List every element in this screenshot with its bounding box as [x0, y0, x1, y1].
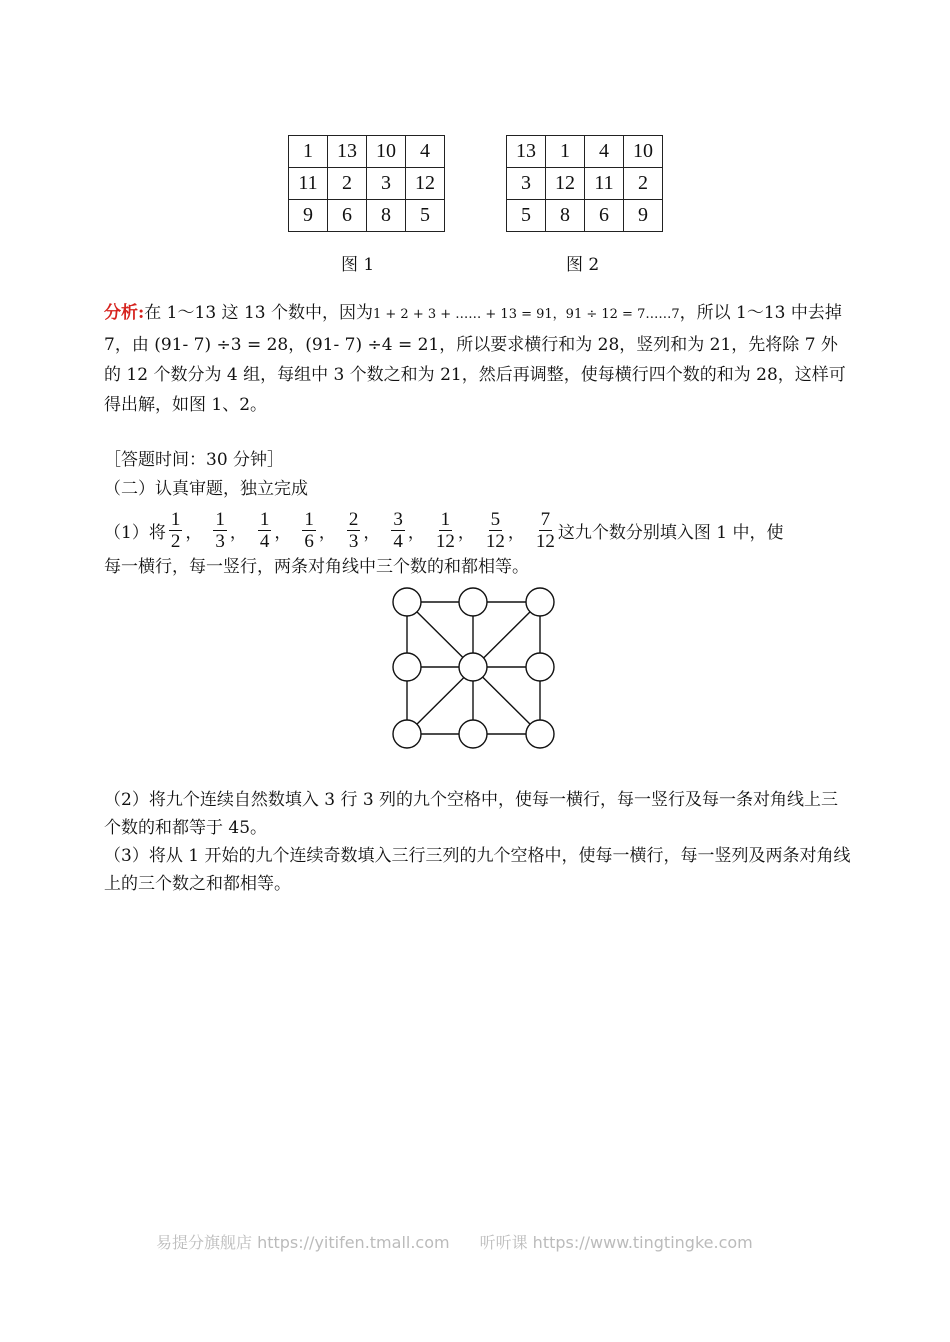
- magic-square-circle-diagram: [388, 584, 558, 754]
- fig1-cell: 2: [328, 168, 367, 200]
- fraction-numerator: 5: [490, 508, 501, 530]
- analysis-sum-expression: 1 + 2 + 3 + …… + 13 = 91，91 ÷ 12 = 7……7: [372, 307, 680, 322]
- question-2: （2）将九个连续自然数填入 3 行 3 列的九个空格中，使每一横行，每一竖行及每一条对角线上三个数的和都等于 45。: [104, 790, 839, 838]
- fig2-cell: 9: [624, 200, 663, 232]
- fraction-list: [166, 509, 558, 552]
- question-1-line-2: 每一横行，每一竖行，两条对角线中三个数的和都相等。: [104, 557, 529, 577]
- footer-left-link[interactable]: 易提分旗舰店 https://yitifen.tmall.com: [156, 1233, 450, 1252]
- fraction-separator: ，: [229, 522, 247, 543]
- figure2-caption: 图 2: [566, 255, 600, 275]
- fraction: [536, 509, 555, 552]
- fig1-cell: 10: [367, 136, 406, 168]
- fraction: [436, 509, 455, 552]
- analysis-paragraph: [104, 298, 852, 420]
- circle-bottom-left: [393, 720, 421, 748]
- circle-top-middle: [459, 588, 487, 616]
- question-1-suffix: 这九个数分别填入图 1 中，使: [557, 522, 784, 543]
- circle-bottom-right: [526, 720, 554, 748]
- fraction-numerator: 2: [348, 508, 359, 530]
- fig1-cell: 6: [328, 200, 367, 232]
- fraction: [213, 509, 227, 552]
- fraction-numerator: 1: [170, 508, 181, 530]
- fraction-denominator: 12: [435, 530, 455, 552]
- fraction-separator: ，: [363, 522, 381, 543]
- question-3: （3）将从 1 开始的九个连续奇数填入三行三列的九个空格中，使每一横行，每一竖列及两条对角线上的三个数之和都相等。: [104, 846, 851, 894]
- fig1-cell: 13: [328, 136, 367, 168]
- fraction-denominator: 3: [215, 530, 225, 552]
- fraction-denominator: 6: [304, 530, 314, 552]
- fig2-cell: 5: [507, 200, 546, 232]
- fraction-numerator: 1: [440, 508, 451, 530]
- answer-time: ［答题时间：30 分钟］: [104, 450, 285, 470]
- fraction-denominator: 12: [485, 530, 505, 552]
- fraction: [391, 509, 405, 552]
- fig2-cell: 11: [585, 168, 624, 200]
- fraction-separator: ，: [457, 522, 475, 543]
- fraction: [486, 509, 505, 552]
- fraction-separator: ，: [274, 522, 292, 543]
- circle-center: [459, 653, 487, 681]
- fig1-cell: 1: [289, 136, 328, 168]
- fraction-separator: ，: [185, 522, 203, 543]
- fraction-separator: ，: [507, 522, 525, 543]
- fig1-cell: 11: [289, 168, 328, 200]
- figure1-table: [288, 135, 445, 232]
- fraction-denominator: 2: [170, 530, 181, 552]
- fig2-cell: 2: [624, 168, 663, 200]
- fig2-cell: 13: [507, 136, 546, 168]
- question-1-prefix: （1）将: [104, 522, 166, 543]
- fig1-cell: 12: [406, 168, 445, 200]
- fraction-numerator: 7: [540, 508, 551, 530]
- fraction: [347, 509, 361, 552]
- fraction: [302, 509, 316, 552]
- fig2-cell: 4: [585, 136, 624, 168]
- fig1-cell: 5: [406, 200, 445, 232]
- fraction-denominator: 12: [535, 530, 555, 552]
- fig1-cell: 4: [406, 136, 445, 168]
- fig2-cell: 10: [624, 136, 663, 168]
- fig2-cell: 3: [507, 168, 546, 200]
- circle-top-left: [393, 588, 421, 616]
- fig2-cell: 8: [546, 200, 585, 232]
- fraction-denominator: 3: [348, 530, 359, 552]
- analysis-text-1: 在 1～13 这 13 个数中，因为: [144, 303, 373, 323]
- fraction-separator: ，: [318, 522, 336, 543]
- figure1-caption: 图 1: [341, 255, 375, 275]
- footer-right-link[interactable]: 听听课 https://www.tingtingke.com: [479, 1233, 753, 1252]
- fig1-cell: 9: [289, 200, 328, 232]
- circle-middle-right: [526, 653, 554, 681]
- fraction-denominator: 4: [259, 530, 270, 552]
- fraction-numerator: 1: [259, 508, 270, 530]
- fraction-separator: ，: [407, 522, 425, 543]
- fig2-cell: 1: [546, 136, 585, 168]
- circle-middle-left: [393, 653, 421, 681]
- fig2-cell: 12: [546, 168, 585, 200]
- fig1-cell: 3: [367, 168, 406, 200]
- fig2-cell: 6: [585, 200, 624, 232]
- fraction: [169, 509, 183, 552]
- question-1: [104, 505, 852, 579]
- fraction: [258, 509, 272, 552]
- circle-bottom-middle: [459, 720, 487, 748]
- figure2-table: [506, 135, 663, 232]
- fraction-numerator: 1: [215, 508, 225, 530]
- section-title: （二）认真审题，独立完成: [104, 479, 308, 499]
- fraction-numerator: 3: [393, 508, 403, 530]
- footer: [156, 1230, 753, 1253]
- fraction-denominator: 4: [393, 530, 403, 552]
- fraction-numerator: 1: [304, 508, 314, 530]
- fig1-cell: 8: [367, 200, 406, 232]
- analysis-text-2: ，所以 1～13 中去掉 7，由 (91- 7) ÷3 = 28，(91- 7) ÷4 = 21，所以要求横行和为 28，竖列和为 21，先将除 7 外的 12 个数分为 4 组，每组中 3 个数之和为 21，然后再调整，使每横行四个数的和为 28，这样可得出解，如图 1、2。: [104, 303, 846, 415]
- question-1-line-1: [104, 505, 852, 555]
- circle-top-right: [526, 588, 554, 616]
- analysis-label: 分析:: [104, 303, 145, 323]
